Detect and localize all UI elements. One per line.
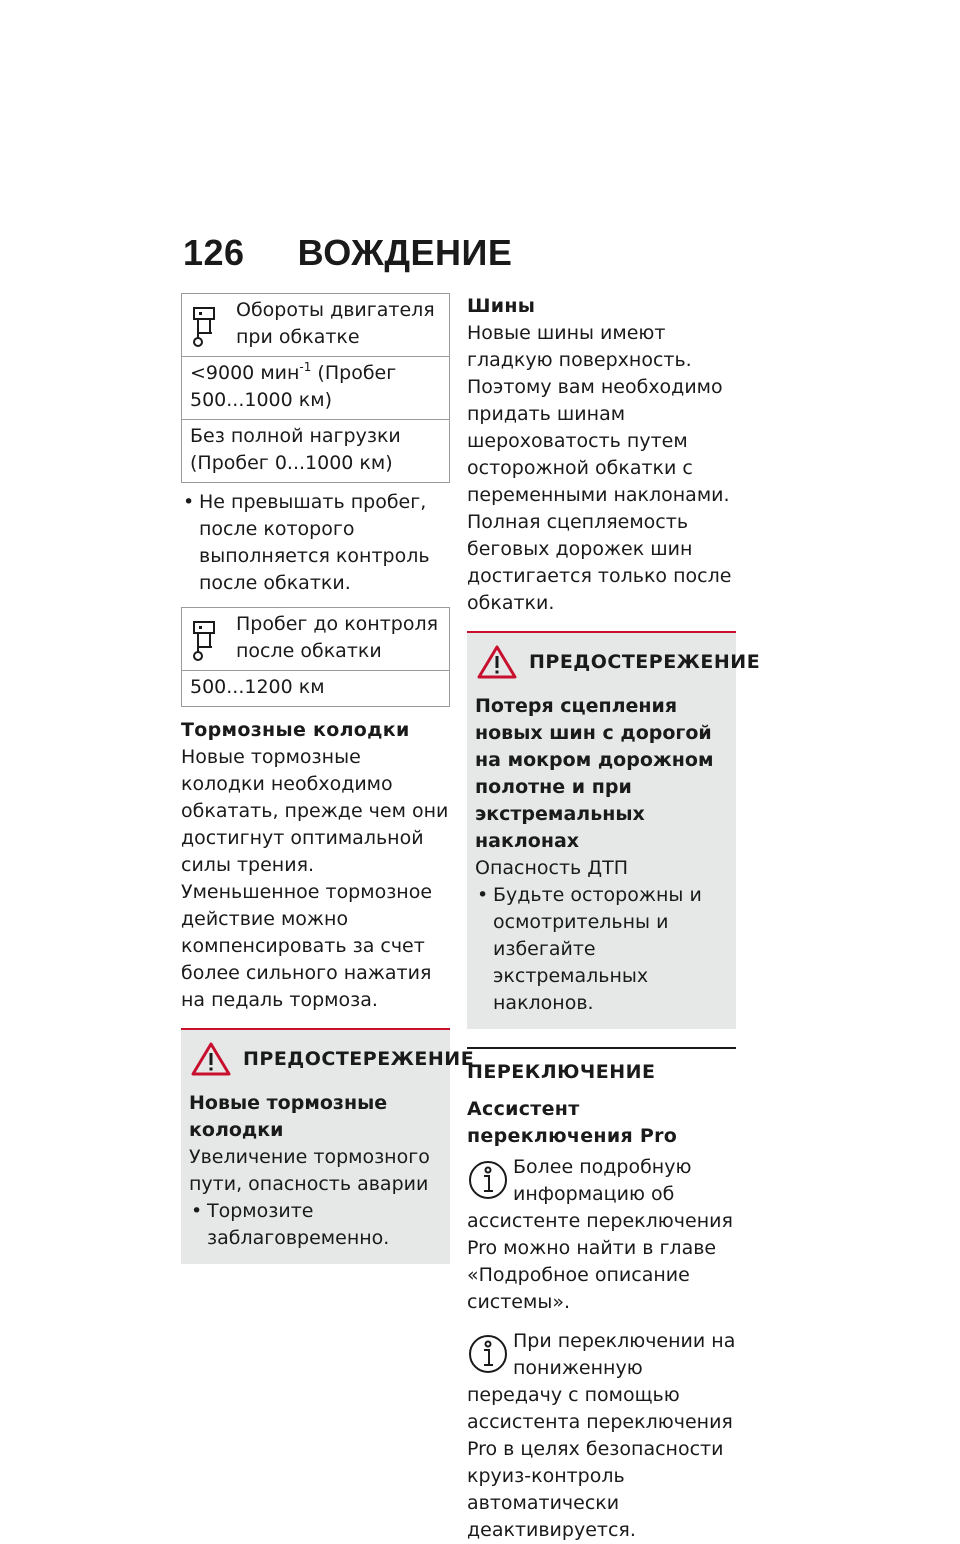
shifting-heading: ПЕРЕКЛЮЧЕНИЕ [467,1061,656,1083]
warning-text: Опасность ДТП [475,857,629,879]
spec-table-rpm [181,293,450,483]
spec-heading: Обороты двигателя при обкатке [236,299,435,348]
spec-engine-icon [190,297,236,347]
warning-box-tyres [467,631,761,1029]
spec-heading-row [182,608,449,670]
info-text: При переключении на пониженную передачу с помощью ассистента переключения Pro в целях безопасности круиз-контроль автоматически деактивируется. [467,1330,736,1541]
info-text: Более подробную информацию об ассистенте переключения Pro можно найти в главе «Подробное описание системы». [467,1156,733,1313]
warning-label: ПРЕДОСТЕРЕЖЕНИЕ [529,651,761,673]
spec-table-mileage [181,607,450,707]
warning-label: ПРЕДОСТЕРЕЖЕНИЕ [243,1048,475,1070]
warning-bullets [475,882,728,1017]
spec-rpm-exponent: -1 [299,360,312,374]
list-item: • Тормозите заблаговременно. [189,1198,442,1252]
warning-subtitle: Потеря сцепления новых шин с дорогой на мокром дорожном полотне и при экстремальных наклонах [475,695,714,852]
shift-assistant-heading: Ассистент переключения Pro [467,1098,678,1147]
list-item: • Будьте осторожны и осмотрительны и избегайте экстремальных наклонов. [475,882,728,1017]
spec-row-rpm [182,356,449,419]
spec-row-load: Без полной нагрузки (Пробег 0...1000 км) [182,419,449,482]
spec-engine-icon [190,611,236,661]
info-icon [467,1332,509,1376]
spec-heading: Пробег до контроля после обкатки [236,613,439,662]
page-header [183,232,512,274]
spec-row-mileage: 500...1200 км [182,670,449,706]
right-column [467,293,761,1544]
page-number: 126 [183,232,245,273]
left-column [181,293,475,1264]
brakes-text: Новые тормозные колодки необходимо обкатать, прежде чем они достигнут оптимальной силы трения. Уменьшенное тормозное действие можно компенсировать за счет более сильного нажатия на педаль тормоза. [181,746,449,1011]
info-icon [467,1158,509,1202]
bullet-list [181,489,450,597]
section-divider [467,1047,736,1086]
spec-heading-row [182,294,449,356]
spec-rpm-mileage: (Пробег 500...1000 км) [190,362,397,411]
spec-rpm-value: <9000 мин [190,362,300,384]
warning-subtitle: Новые тормозные колодки [189,1092,388,1141]
warning-triangle-icon [191,1042,231,1076]
list-item: • Не превышать пробег, после которого выполняется контроль после обкатки. [181,489,450,597]
tyres-heading: Шины [467,295,536,317]
info-note-2 [467,1328,736,1544]
brakes-heading: Тормозные колодки [181,719,410,741]
warning-header [189,1042,475,1076]
warning-header [475,645,761,679]
warning-triangle-icon [477,645,517,679]
warning-box-brakes [181,1028,475,1264]
warning-text: Увеличение тормозного пути, опасность аварии [189,1146,430,1195]
info-note-1 [467,1154,736,1316]
tyres-text: Новые шины имеют гладкую поверхность. Поэтому вам необходимо придать шинам шероховатость путем осторожной обкатки с переменными наклонами. Полная сцепляемость беговых дорожек шин достигается только после обкатки. [467,322,732,614]
warning-bullets [189,1198,442,1252]
section-title: ВОЖДЕНИЕ [297,232,513,273]
